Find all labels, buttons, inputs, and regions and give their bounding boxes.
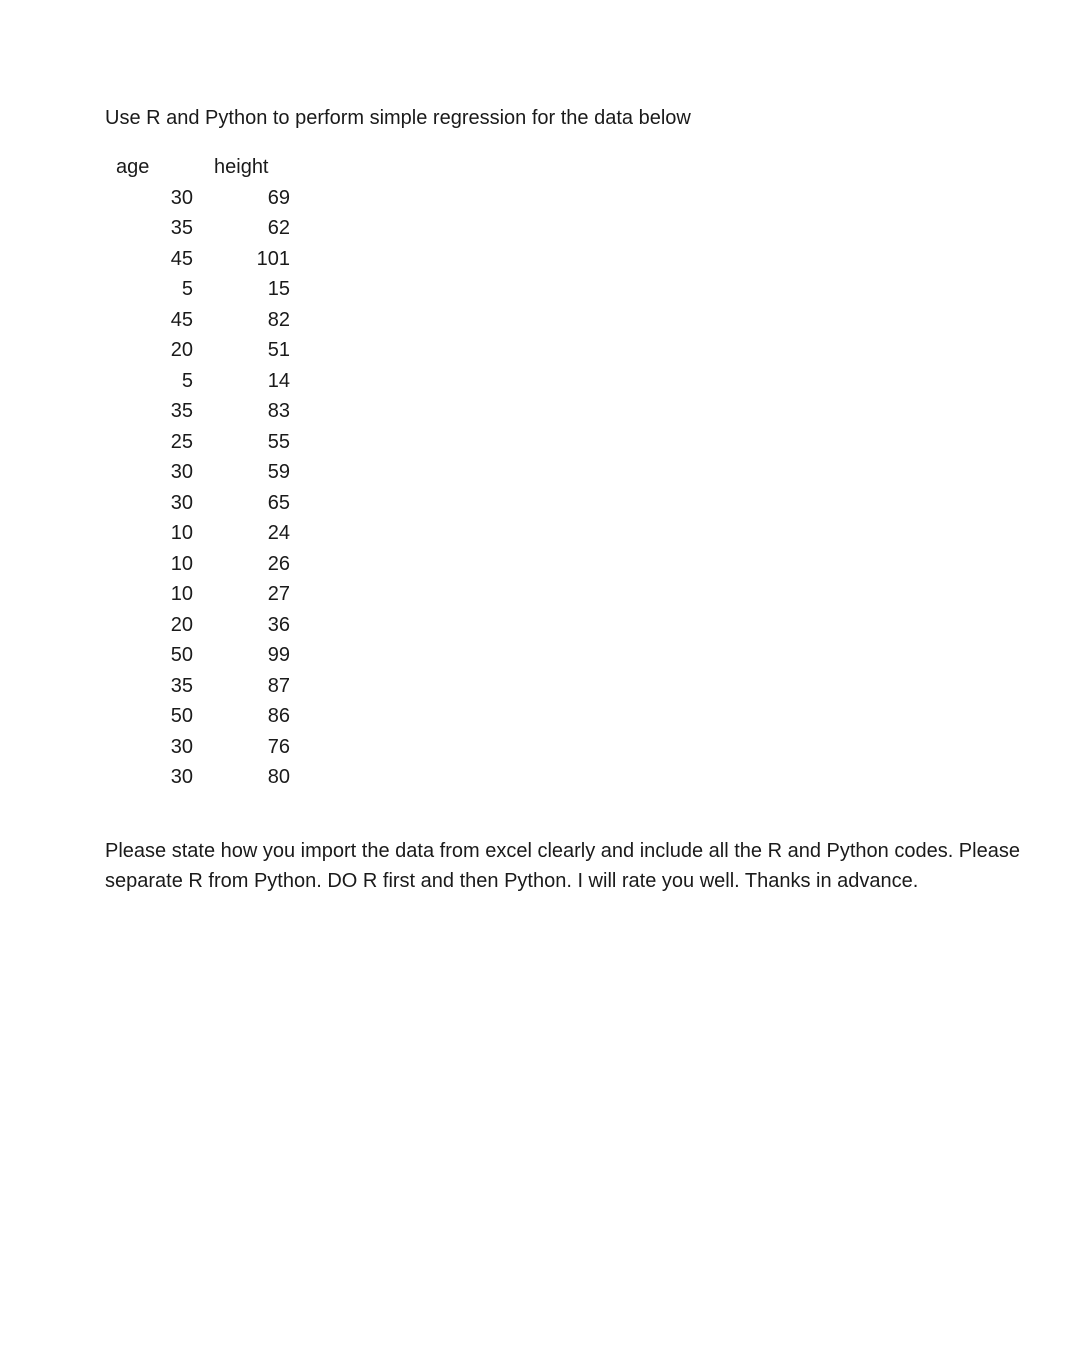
cell-age: 5 (181, 278, 193, 300)
table-row (105, 396, 290, 427)
cell-height: 55 (267, 430, 290, 453)
cell-age: 30 (170, 461, 193, 483)
table-row (105, 335, 290, 366)
cell-height: 27 (267, 583, 290, 605)
table-body (105, 183, 290, 793)
cell-height: 82 (267, 308, 290, 331)
closing-text: Please state how you import the data from excel clearly and include all the R and Python codes. Please separate R from Python. DO R first and then Python. I will rate you well. Thanks in advance. (105, 840, 1020, 892)
cell-age: 30 (170, 491, 193, 514)
cell-age: 30 (170, 735, 193, 758)
cell-age: 35 (170, 400, 193, 422)
cell-age: 10 (170, 583, 193, 605)
table-row (105, 457, 290, 488)
table-row (105, 244, 290, 275)
cell-height: 69 (267, 186, 290, 209)
table-row (105, 671, 290, 702)
cell-height: 59 (267, 461, 290, 483)
cell-age: 30 (170, 766, 193, 788)
cell-age: 20 (170, 339, 193, 361)
table-row (105, 488, 290, 519)
table-row (105, 762, 290, 793)
cell-age: 10 (170, 522, 193, 544)
age-height-table (105, 152, 290, 793)
cell-height: 24 (267, 522, 290, 544)
table-row (105, 701, 290, 732)
table-row (105, 610, 290, 641)
table-row (105, 640, 290, 671)
cell-height: 51 (267, 339, 290, 361)
cell-age: 10 (170, 552, 193, 575)
cell-age: 5 (181, 369, 193, 392)
intro-text: Use R and Python to perform simple regression for the data below (105, 107, 691, 129)
cell-height: 101 (256, 247, 290, 270)
cell-height: 36 (267, 613, 290, 636)
cell-height: 62 (267, 217, 290, 239)
cell-height: 15 (267, 278, 290, 300)
cell-age: 25 (170, 430, 193, 453)
cell-age: 50 (170, 705, 193, 727)
cell-height: 87 (267, 674, 290, 697)
cell-height: 80 (267, 766, 290, 788)
table-row (105, 366, 290, 397)
cell-height: 83 (267, 400, 290, 422)
table-header-row (105, 152, 290, 183)
cell-age: 45 (170, 247, 193, 270)
table-row (105, 549, 290, 580)
table-row (105, 183, 290, 214)
cell-age: 50 (170, 644, 193, 666)
cell-age: 45 (170, 308, 193, 331)
cell-age: 35 (170, 674, 193, 697)
cell-height: 26 (267, 552, 290, 575)
table-row (105, 427, 290, 458)
cell-age: 20 (170, 613, 193, 636)
header-age: age (116, 156, 150, 178)
cell-height: 14 (267, 369, 290, 392)
cell-age: 30 (170, 186, 193, 209)
table-row (105, 579, 290, 610)
table-row (105, 305, 290, 336)
cell-height: 76 (267, 735, 290, 758)
cell-age: 35 (170, 217, 193, 239)
table-row (105, 518, 290, 549)
table-row (105, 274, 290, 305)
table-row (105, 213, 290, 244)
cell-height: 99 (267, 644, 290, 666)
header-height: height (214, 156, 269, 178)
cell-height: 86 (267, 705, 290, 727)
cell-height: 65 (267, 491, 290, 514)
table-row (105, 732, 290, 763)
